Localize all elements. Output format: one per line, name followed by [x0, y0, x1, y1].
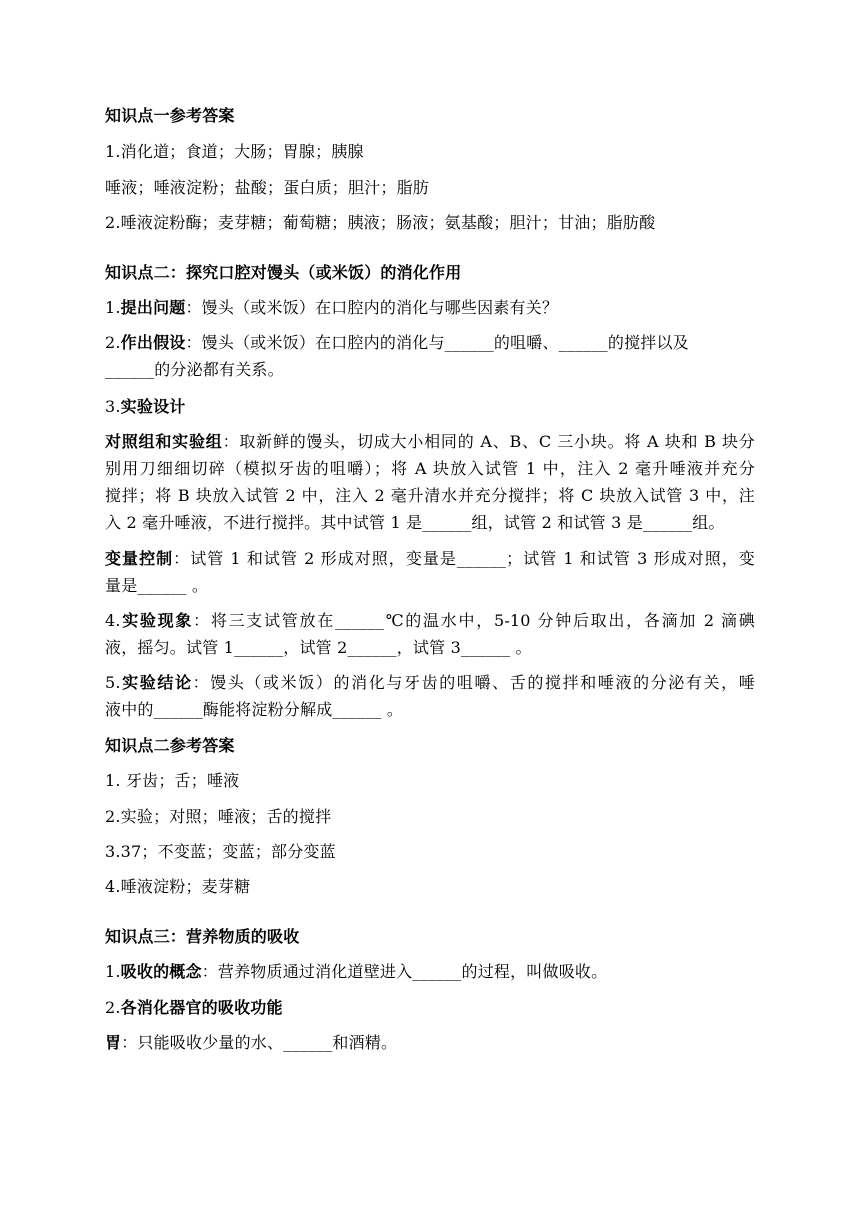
- item-label: 变量控制: [105, 549, 174, 568]
- item-label: 实验现象: [120, 611, 194, 630]
- section-heading: 知识点三：营养物质的吸收: [105, 927, 300, 946]
- item-number: 1.: [105, 298, 121, 317]
- paragraph-line: [105, 998, 755, 1018]
- paragraph-line: 量是______ 。: [105, 576, 209, 595]
- answer-line: 1.消化道；食道；大肠；胃腺；胰腺: [105, 142, 364, 161]
- section-heading: 知识点二：探究口腔对馒头（或米饭）的消化作用: [105, 263, 462, 282]
- answer-line: 唾液；唾液淀粉；盐酸；蛋白质；胆汁；脂肪: [105, 178, 430, 197]
- item-text: ：只能吸收少量的水、______和酒精。: [121, 1033, 398, 1052]
- paragraph-line: [105, 333, 755, 353]
- paragraph-line: 液中的______酶能将淀粉分解成______ 。: [105, 700, 404, 719]
- paragraph-line: [105, 1033, 755, 1053]
- item-label: 对照组和实验组: [105, 432, 223, 451]
- item-text: ：馒头（或米饭）在口腔内的消化与______的咀嚼、______的搅拌以及: [185, 333, 689, 352]
- paragraph-line: ______的分泌都有关系。: [105, 360, 284, 379]
- item-number: 2.: [105, 998, 121, 1017]
- item-label: 实验结论: [120, 673, 193, 692]
- section-heading: 知识点二参考答案: [105, 736, 235, 755]
- paragraph-line: [105, 549, 755, 569]
- answer-line: 4.唾液淀粉；麦芽糖: [105, 877, 251, 896]
- answer-line: 2.唾液淀粉酶；麦芽糖；葡萄糖；胰液；肠液；氨基酸；胆汁；甘油；脂肪酸: [105, 213, 656, 232]
- paragraph-line: [105, 298, 755, 318]
- item-number: 2.: [105, 333, 121, 352]
- item-text: ：试管 1 和试管 2 形成对照，变量是______；试管 1 和试管 3 形成对照，变: [173, 549, 755, 568]
- paragraph-line: [105, 397, 755, 417]
- paragraph-line: 入 2 毫升唾液，不进行搅拌。其中试管 1 是______组，试管 2 和试管 3 是______组。: [105, 513, 725, 532]
- item-text: ：将三支试管放在______℃的温水中，5-10 分钟后取出，各滴加 2 滴碘: [193, 611, 755, 630]
- paragraph-line: [105, 673, 755, 693]
- item-number: 1.: [105, 962, 121, 981]
- item-label: 作出假设: [120, 333, 186, 352]
- paragraph-line: [105, 611, 755, 631]
- answer-line: 1. 牙齿；舌；唾液: [105, 771, 240, 790]
- paragraph-line: 别用刀细细切碎（模拟牙齿的咀嚼）；将 A 块放入试管 1 中，注入 2 毫升唾液并充分: [105, 459, 755, 478]
- item-label: 各消化器官的吸收功能: [120, 998, 283, 1017]
- item-number: 4.: [105, 611, 121, 630]
- item-text: ：取新鲜的馒头，切成大小相同的 A、B、C 三小块。将 A 块和 B 块分: [222, 432, 755, 451]
- paragraph-line: 液，摇匀。试管 1______，试管 2______，试管 3______ 。: [105, 638, 532, 657]
- answer-line: 2.实验；对照；唾液；舌的搅拌: [105, 807, 332, 826]
- item-label: 胃: [105, 1033, 122, 1052]
- item-label: 吸收的概念: [120, 962, 202, 981]
- item-text: ：营养物质通过消化道壁进入______的过程，叫做吸收。: [201, 962, 608, 981]
- item-label: 实验设计: [120, 397, 186, 416]
- answer-line: 3.37；不变蓝；变蓝；部分变蓝: [105, 842, 336, 861]
- item-number: 5.: [105, 673, 121, 692]
- paragraph-line: [105, 962, 755, 982]
- item-number: 3.: [105, 397, 121, 416]
- paragraph-line: 搅拌；将 B 块放入试管 2 中，注入 2 毫升清水并充分搅拌；将 C 块放入试管 3 中，注: [105, 486, 755, 505]
- item-text: ：馒头（或米饭）在口腔内的消化与哪些因素有关？: [185, 298, 559, 317]
- item-label: 提出问题: [120, 298, 186, 317]
- section-heading: 知识点一参考答案: [105, 106, 235, 125]
- item-text: ：馒头（或米饭）的消化与牙齿的咀嚼、舌的搅拌和唾液的分泌有关，唾: [192, 673, 755, 692]
- paragraph-line: [105, 432, 755, 452]
